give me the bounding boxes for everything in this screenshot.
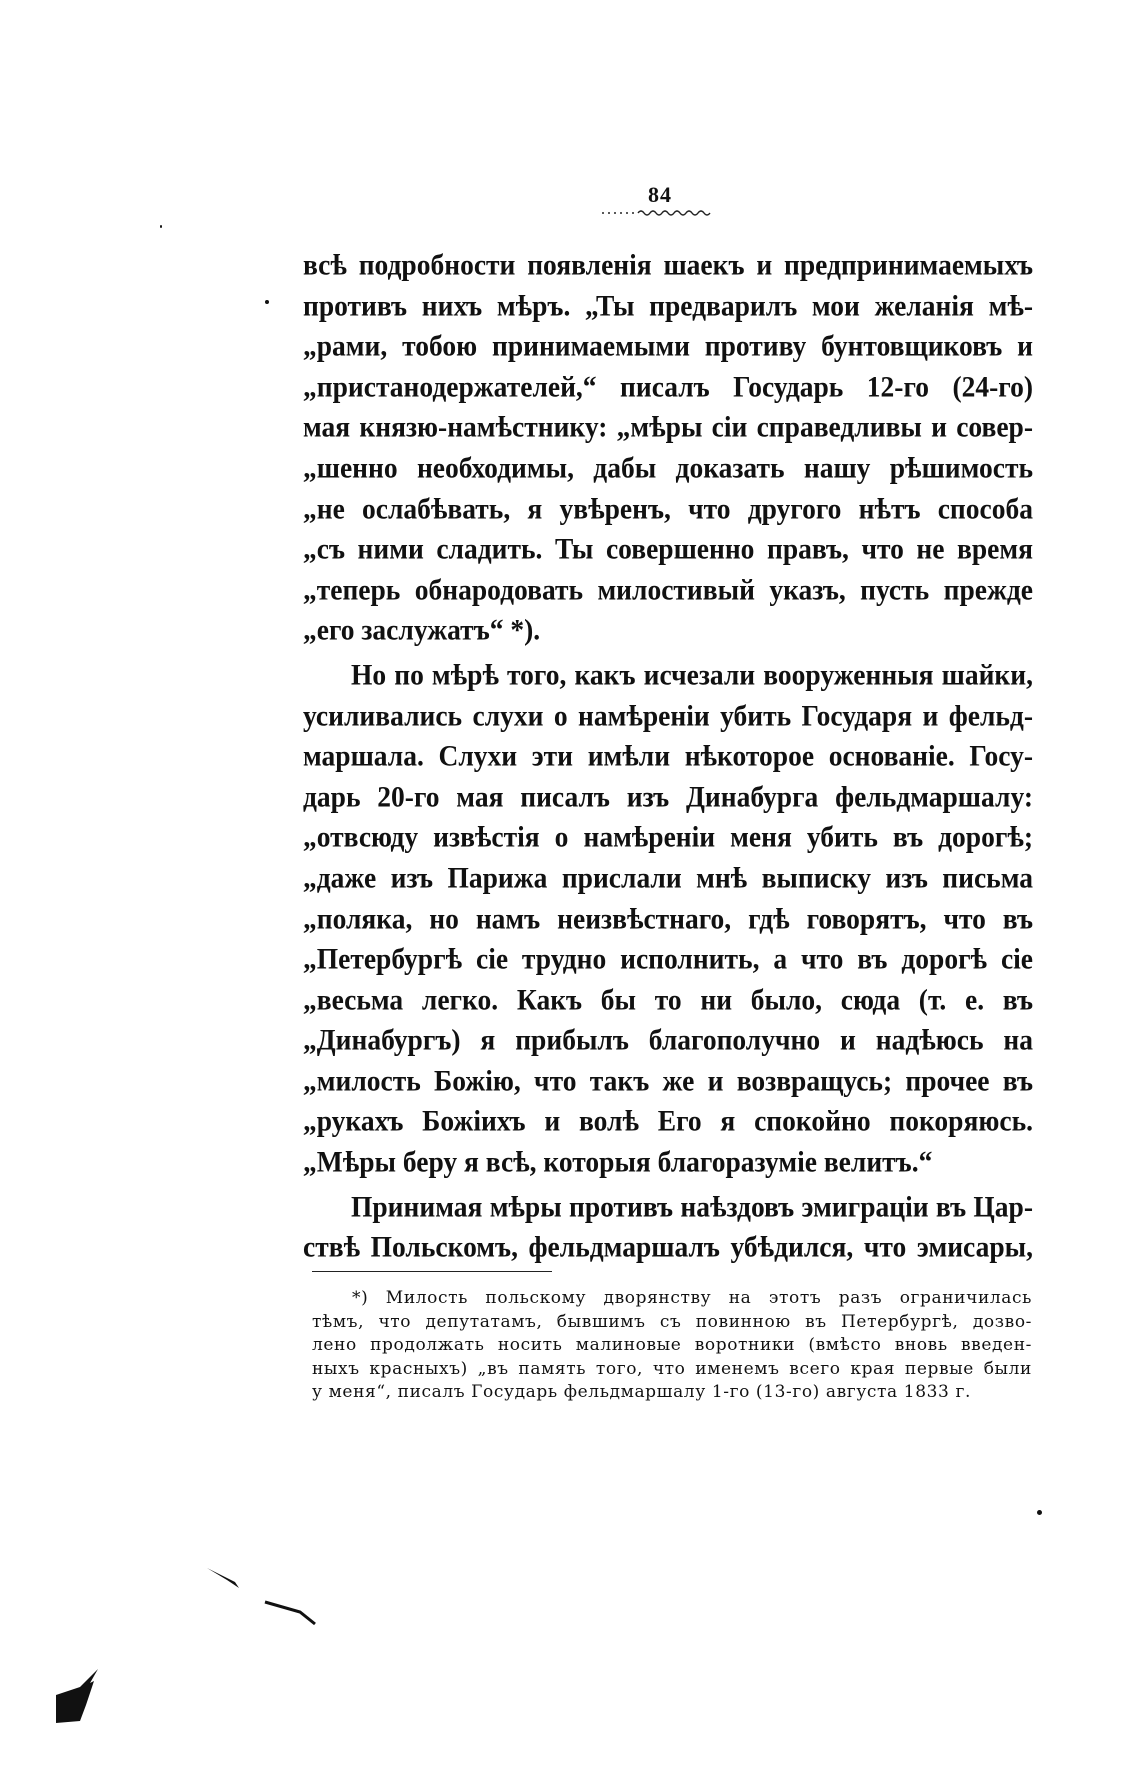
text-line: „его заслужатъ“ *). [303,613,541,647]
footnote-line: лено продолжать носить малиновые воротники (вмѣсто вновь введен- [312,1335,1032,1355]
text-line: „Петербургѣ сіе трудно исполнить, а что въ дорогѣ сіе [303,941,1033,976]
scan-smudge [50,1665,105,1725]
body-text [303,245,1033,1268]
text-line: „Динабургъ) я прибылъ благополучно и надѣюсь на [303,1022,1033,1057]
scan-speck [1037,1510,1042,1515]
page-header [600,182,720,218]
ornament-rule [600,208,720,218]
text-line: Но по мѣрѣ того, какъ исчезали вооруженныя шайки, [351,657,1033,692]
scan-speck [265,300,269,304]
text-line: противъ нихъ мѣръ. „Ты предварилъ мои желанія мѣ- [303,288,1033,322]
text-line: мая князю-намѣстнику: „мѣры сіи справедливы и совер- [303,410,1033,444]
text-line: „рами, тобою принимаемыми противу бунтовщиковъ и [303,328,1033,363]
text-line: „рукахъ Божіихъ и волѣ Его я спокойно покоряюсь. [303,1104,1033,1138]
footnote-line: *) Милость польскому дворянству на этотъ разъ ограничилась [352,1288,1032,1308]
text-line: Принимая мѣры противъ наѣздовъ эмиграціи въ Цар- [351,1189,1033,1223]
page-number: 84 [648,182,672,207]
text-line: всѣ подробности появленія шаекъ и предпринимаемыхъ [303,247,1033,282]
text-line: „не ослабѣвать, я увѣренъ, что другого нѣтъ способа [303,491,1033,525]
text-line: „шенно необходимы, дабы доказать нашу рѣшимость [303,450,1033,485]
scan-smudge [205,1560,345,1630]
text-line: усиливались слухи о намѣреніи убить Государя и фельд- [303,698,1033,732]
text-line: „пристанодержателей,“ писалъ Государь 12-го (24-го) [303,369,1033,403]
text-line: маршала. Слухи эти имѣли нѣкоторое основаніе. Госу- [303,738,1033,773]
footnote-separator [312,1271,552,1272]
footnote-line: у меня“, писалъ Государь фельдмаршалу 1-го (13-го) августа 1833 г. [312,1382,971,1402]
text-line: „весьма легко. Какъ бы то ни было, сюда (т. е. въ [303,982,1033,1016]
text-line: „даже изъ Парижа прислали мнѣ выписку изъ письма [303,860,1033,895]
text-line: „отвсюду извѣстія о намѣреніи меня убить въ дорогѣ; [303,820,1033,854]
text-line: ствѣ Польскомъ, фельдмаршалъ убѣдился, что эмисары, [303,1229,1033,1264]
footnote-line: ныхъ красныхъ) „въ память того, что именемъ всего края первые были [312,1358,1032,1379]
text-line: „съ ними сладить. Ты совершенно правъ, что не время [303,531,1033,566]
text-line: „теперь обнародовать милостивый указъ, пусть прежде [303,572,1033,606]
text-line: „Мѣры беру я всѣ, которыя благоразуміе велитъ.“ [303,1144,933,1179]
scan-speck [160,225,162,228]
text-line: дарь 20-го мая писалъ изъ Динабурга фельдмаршалу: [303,779,1033,813]
footnote [312,1287,1032,1405]
text-line: „милость Божію, что такъ же и возвращусь; прочее въ [303,1063,1033,1098]
footnote-line: тѣмъ, что депутатамъ, бывшимъ съ повинною въ Петербургѣ, дозво- [312,1311,1032,1332]
text-line: „поляка, но намъ неизвѣстнаго, гдѣ говорятъ, что въ [303,901,1033,935]
